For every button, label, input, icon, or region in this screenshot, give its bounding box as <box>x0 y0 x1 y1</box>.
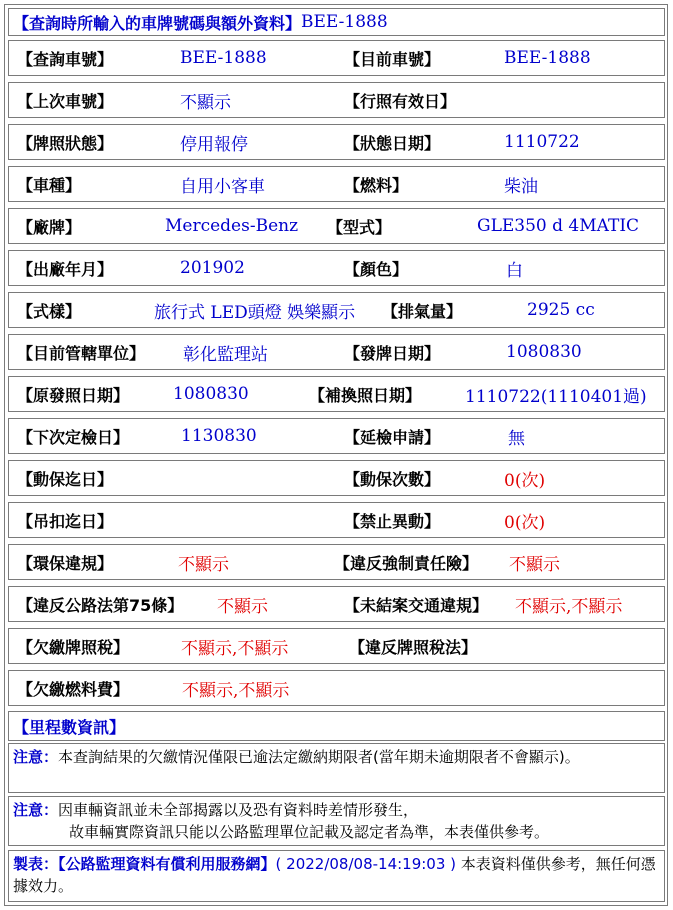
note-1-text: 本查詢結果的欠繳情況僅限已逾法定繳納期限者(當年期未逾期限者不會顯示)。 <box>58 748 580 766</box>
label-query-plate: 【查詢車號】 <box>17 49 114 69</box>
label-insurance-violation: 【違反強制責任險】 <box>334 553 479 573</box>
value-highway-act-violation: 不顯示 <box>217 596 268 617</box>
label-license-valid-date: 【行照有效日】 <box>344 91 457 111</box>
query-title <box>13 9 388 35</box>
value-open-traffic-violation: 不顯示,不顯示 <box>515 596 623 617</box>
query-title-label: 【查詢時所輸入的車牌號碼與額外資料】 <box>13 13 302 33</box>
value-original-license-date: 1080830 <box>173 384 249 404</box>
row-highway-act <box>8 586 665 622</box>
value-unpaid-license-tax: 不顯示,不顯示 <box>181 638 289 659</box>
label-license-tax-violation: 【違反牌照稅法】 <box>349 637 478 657</box>
label-inspection-extension: 【延檢申請】 <box>344 427 441 447</box>
note-2-line2: 故車輛實際資訊只能以公路監理單位記載及認定者為準，本表僅供參考。 <box>69 823 550 841</box>
label-color: 【顏色】 <box>344 259 409 279</box>
note-3-source: 【公路監理資料有償利用服務網】 <box>58 855 276 873</box>
label-model: 【型式】 <box>327 217 392 237</box>
label-next-inspection: 【下次定檢日】 <box>17 427 130 447</box>
mileage-row <box>8 711 665 741</box>
label-vehicle-type: 【車種】 <box>17 175 82 195</box>
value-model: GLE350 d 4MATIC <box>477 216 640 236</box>
value-brand: Mercedes-Benz <box>165 216 299 236</box>
label-fuel: 【燃料】 <box>344 175 409 195</box>
label-chattel-mortgage-end: 【動保迄日】 <box>17 469 114 489</box>
label-open-traffic-violation: 【未結案交通違規】 <box>344 595 489 615</box>
value-previous-plate: 不顯示 <box>180 92 231 113</box>
row-style <box>8 292 665 328</box>
value-replacement-date: 1110722(1110401過) <box>465 386 647 407</box>
value-fuel: 柴油 <box>504 176 538 197</box>
label-displacement: 【排氣量】 <box>382 301 463 321</box>
row-next-inspection <box>8 418 665 454</box>
value-color: 白 <box>506 260 523 281</box>
label-transfer-ban: 【禁止異動】 <box>344 511 441 531</box>
label-current-plate: 【目前車號】 <box>344 49 441 69</box>
value-current-plate: BEE-1888 <box>504 48 591 68</box>
label-original-license-date: 【原發照日期】 <box>17 385 130 405</box>
value-issue-date: 1080830 <box>506 342 582 362</box>
label-manufacture-date: 【出廠年月】 <box>17 259 114 279</box>
note-2-key: 注意： <box>13 801 59 819</box>
label-environmental-violation: 【環保違規】 <box>17 553 114 573</box>
row-original-license-date <box>8 376 665 412</box>
row-query-plate <box>8 40 665 76</box>
value-chattel-mortgage-count: 0(次) <box>504 470 546 491</box>
row-fuel-fee <box>8 670 665 706</box>
note-unpaid-scope <box>8 743 665 793</box>
label-suspension-end: 【吊扣迄日】 <box>17 511 114 531</box>
label-previous-plate: 【上次車號】 <box>17 91 114 111</box>
value-displacement: 2925 cc <box>527 300 595 320</box>
label-jurisdiction: 【目前管轄單位】 <box>17 343 146 363</box>
label-unpaid-license-tax: 【欠繳牌照稅】 <box>17 637 130 657</box>
query-title-row <box>8 8 665 36</box>
value-transfer-ban: 0(次) <box>504 512 546 533</box>
mileage-info-label: 【里程數資訊】 <box>13 717 126 737</box>
row-jurisdiction <box>8 334 665 370</box>
label-highway-act-violation: 【違反公路法第75條】 <box>17 595 184 615</box>
label-plate-status: 【牌照狀態】 <box>17 133 114 153</box>
value-next-inspection: 1130830 <box>181 426 257 446</box>
row-environmental <box>8 544 665 580</box>
value-vehicle-type: 自用小客車 <box>180 176 265 197</box>
value-inspection-extension: 無 <box>508 428 525 449</box>
value-environmental-violation: 不顯示 <box>178 554 229 575</box>
note-3-key: 製表： <box>13 855 59 873</box>
label-status-date: 【狀態日期】 <box>344 133 441 153</box>
row-previous-plate <box>8 82 665 118</box>
label-replacement-date: 【補換照日期】 <box>309 385 422 405</box>
row-vehicle-type <box>8 166 665 202</box>
query-title-plate: BEE-1888 <box>301 12 388 32</box>
note-3-time: ( 2022/08/08-14:19:03 ) <box>275 855 457 873</box>
row-license-tax <box>8 628 665 664</box>
label-chattel-mortgage-count: 【動保次數】 <box>344 469 441 489</box>
note-producer <box>8 850 665 902</box>
value-manufacture-date: 201902 <box>180 258 245 278</box>
note-3-text: 本表資料僅供參考，無任何憑據效力。 <box>13 855 656 895</box>
note-disclaimer <box>8 796 665 846</box>
note-1-key: 注意： <box>13 748 59 766</box>
row-chattel-mortgage <box>8 460 665 496</box>
value-query-plate: BEE-1888 <box>180 48 267 68</box>
value-style: 旅行式 LED頭燈 娛樂顯示 <box>154 302 356 323</box>
value-insurance-violation: 不顯示 <box>509 554 560 575</box>
value-unpaid-fuel-fee: 不顯示,不顯示 <box>182 680 290 701</box>
value-status-date: 1110722 <box>504 132 580 152</box>
label-style: 【式樣】 <box>17 301 82 321</box>
note-2-line1: 因車輛資訊並未全部揭露以及恐有資料時差情形發生， <box>58 801 419 819</box>
value-plate-status: 停用報停 <box>180 134 248 155</box>
label-issue-date: 【發牌日期】 <box>344 343 441 363</box>
row-manufacture-date <box>8 250 665 286</box>
row-brand <box>8 208 665 244</box>
row-plate-status <box>8 124 665 160</box>
row-suspension <box>8 502 665 538</box>
value-jurisdiction: 彰化監理站 <box>183 344 268 365</box>
label-unpaid-fuel-fee: 【欠繳燃料費】 <box>17 679 130 699</box>
label-brand: 【廠牌】 <box>17 217 82 237</box>
